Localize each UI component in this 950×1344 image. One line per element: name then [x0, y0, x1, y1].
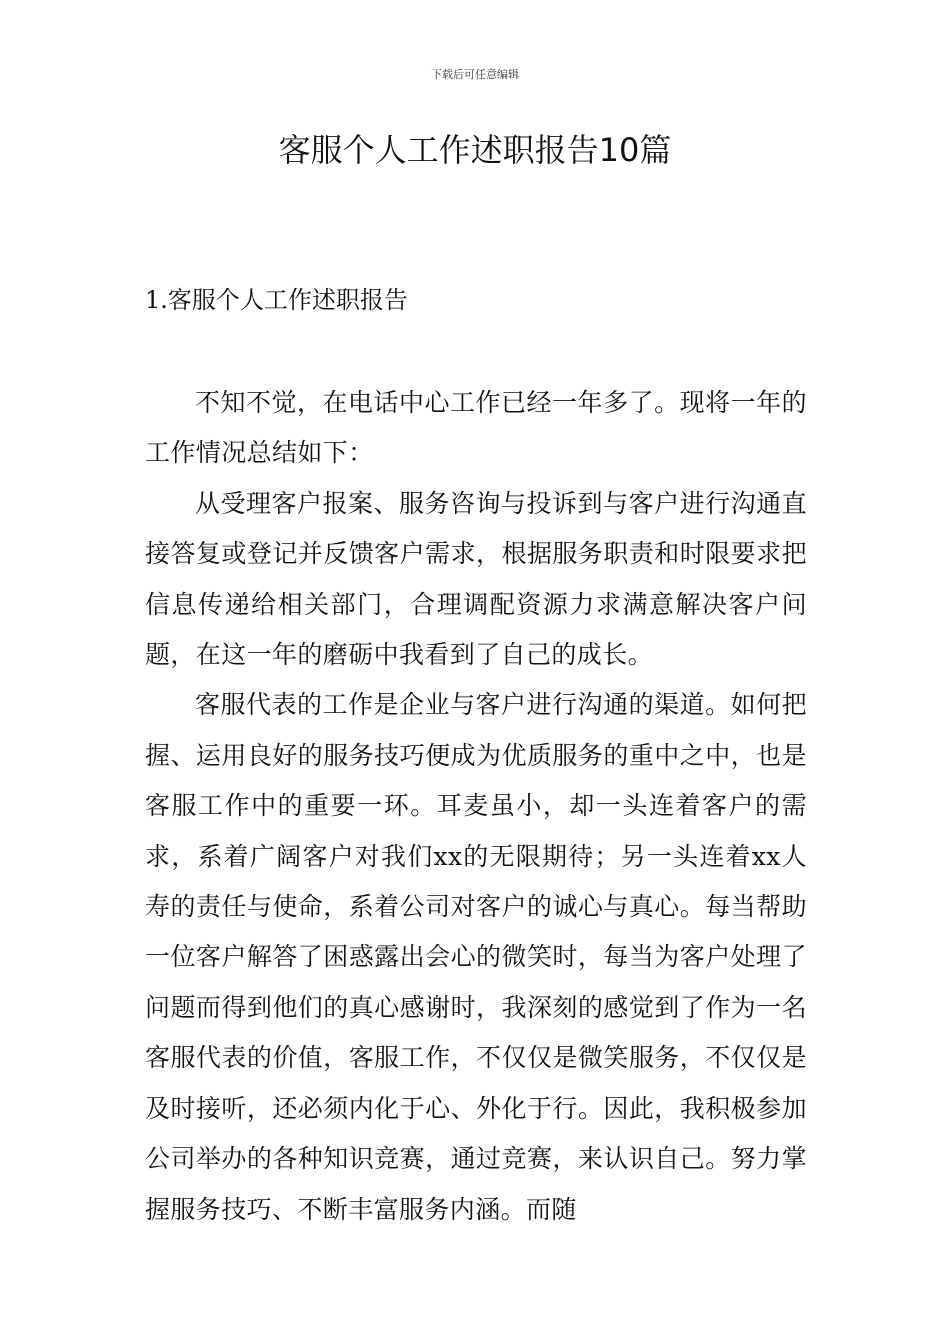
section-heading: 1.客服个人工作述职报告	[145, 286, 408, 314]
paragraph: 不知不觉，在电话中心工作已经一年多了。现将一年的工作情况总结如下：	[145, 388, 807, 468]
paragraph: 客服代表的工作是企业与客户进行沟通的渠道。如何把握、运用良好的服务技巧便成为优质服务的重中之中，也是客服工作中的重要一环。耳麦虽小，却一头连着客户的需求，系着广阔客户对我们xx的无限期待；另一头连着xx人寿的责任与使命，系着公司对客户的诚心与真心。每当帮助一位客户解答了困惑露出会心的微笑时，每当为客户处理了问题而得到他们的真心感谢时，我深刻的感觉到了作为一名客服代表的价值，客服工作，不仅仅是微笑服务，不仅仅是及时接听，还必须内化于心、外化于行。因此，我积极参加公司举办的各种知识竞赛，通过竞赛，来认识自己。努力掌握服务技巧、不断丰富服务内涵。而随	[145, 690, 807, 1224]
header-note: 下载后可任意编辑	[431, 68, 519, 81]
document-title: 客服个人工作述职报告10篇	[278, 131, 672, 169]
body-text	[145, 378, 807, 1235]
paragraph: 从受理客户报案、服务咨询与投诉到与客户进行沟通直接答复或登记并反馈客户需求，根据服务职责和时限要求把信息传递给相关部门，合理调配资源力求满意解决客户问题，在这一年的磨砺中我看到了自己的成长。	[145, 488, 807, 670]
